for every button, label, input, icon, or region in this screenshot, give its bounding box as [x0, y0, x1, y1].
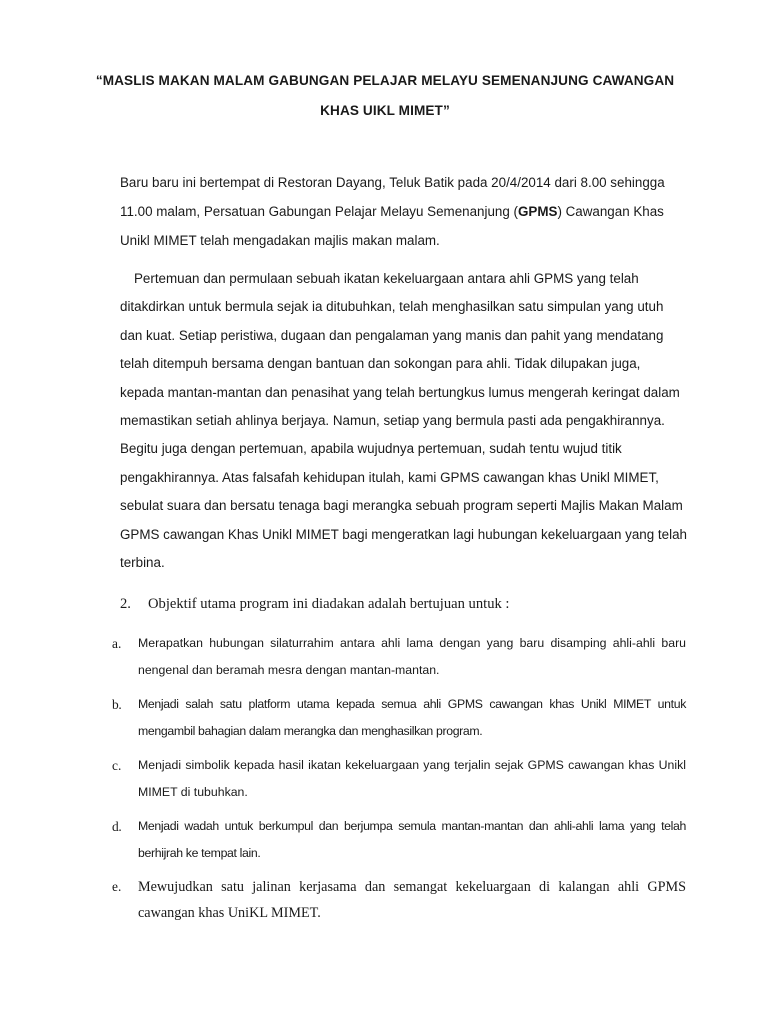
list-item — [108, 691, 686, 745]
objective-heading — [120, 592, 680, 616]
objective-number: 2. — [120, 596, 131, 612]
list-item-text: Menjadi salah satu platform utama kepada semua ahli GPMS cawangan khas Unikl MIMET untuk mengambil bahagian dalam merangka dan menghasilkan program. — [138, 697, 686, 738]
objective-text: Objektif utama program ini diadakan adalah bertujuan untuk : — [148, 596, 510, 612]
body-paragraph-text: Pertemuan dan permulaan sebuah ikatan kekeluargaan antara ahli GPMS yang telah ditakdirkan untuk bermula sejak ia ditubuhkan, telah menghasilkan satu simpulan yang utuh dan kuat. Setiap peristiwa, dugaan dan pengalaman yang manis dan pahit yang mendatang telah ditempuh bersama dengan bantuan dan sokongan para ahli. Tidak dilupakan juga, kepada mantan-mantan dan penasihat yang telah bertungkus lumus mengerah keringat dalam memastikan setiah ahlinya berjaya. Namun, setiap yang bermula pasti ada pengakhirannya. Begitu juga dengan pertemuan, apabila wujudnya pertemuan, sudah tentu wujud titik pengakhirannya. Atas falsafah kehidupan itulah, kami GPMS cawangan khas Unikl MIMET, sebulat suara dan bersatu tenaga bagi merangka sebuah program seperti Majlis Makan Malam GPMS cawangan Khas Unikl MIMET bagi mengeratkan lagi hubungan kekeluargaan yang telah terbina. — [120, 271, 687, 571]
list-item-marker: a. — [112, 636, 122, 651]
intro-text-end: ) Cawangan Khas Unikl MIMET telah mengadakan majlis makan malam. — [120, 204, 664, 248]
intro-paragraph — [120, 168, 680, 255]
list-item-text: Menjadi simbolik kepada hasil ikatan kekeluargaan yang terjalin sejak GPMS cawangan khas Unikl MIMET di tubuhkan. — [138, 758, 686, 799]
list-item — [108, 752, 686, 806]
list-item-marker: e. — [112, 879, 122, 894]
intro-text-start: Baru baru ini bertempat di Restoran Dayang, Teluk Batik pada 20/4/2014 dari 8.00 sehingga 11.00 malam, Persatuan Gabungan Pelajar Melayu Semenanjung ( — [120, 175, 665, 219]
body-paragraph — [120, 265, 688, 577]
intro-text-bold: GPMS — [518, 204, 558, 219]
list-item — [108, 874, 686, 926]
list-item-text: Merapatkan hubungan silaturrahim antara ahli lama dengan yang baru disamping ahli-ahli baru nengenal dan beramah mesra dengan mantan-mantan. — [138, 636, 686, 677]
objectives-list — [108, 630, 686, 933]
list-item-marker: c. — [112, 758, 122, 773]
list-item — [108, 813, 686, 867]
list-item-text: Menjadi wadah untuk berkumpul dan berjumpa semula mantan-mantan dan ahli-ahli lama yang telah berhijrah ke tempat lain. — [138, 819, 686, 860]
list-item-marker: d. — [112, 819, 122, 834]
list-item — [108, 630, 686, 684]
document-title: “MASLIS MAKAN MALAM GABUNGAN PELAJAR MELAYU SEMENANJUNG CAWANGAN KHAS UIKL MIMET” — [95, 73, 675, 118]
list-item-marker: b. — [112, 697, 122, 712]
list-item-text: Mewujudkan satu jalinan kerjasama dan semangat kekeluargaan di kalangan ahli GPMS cawangan khas UniKL MIMET. — [138, 879, 686, 921]
